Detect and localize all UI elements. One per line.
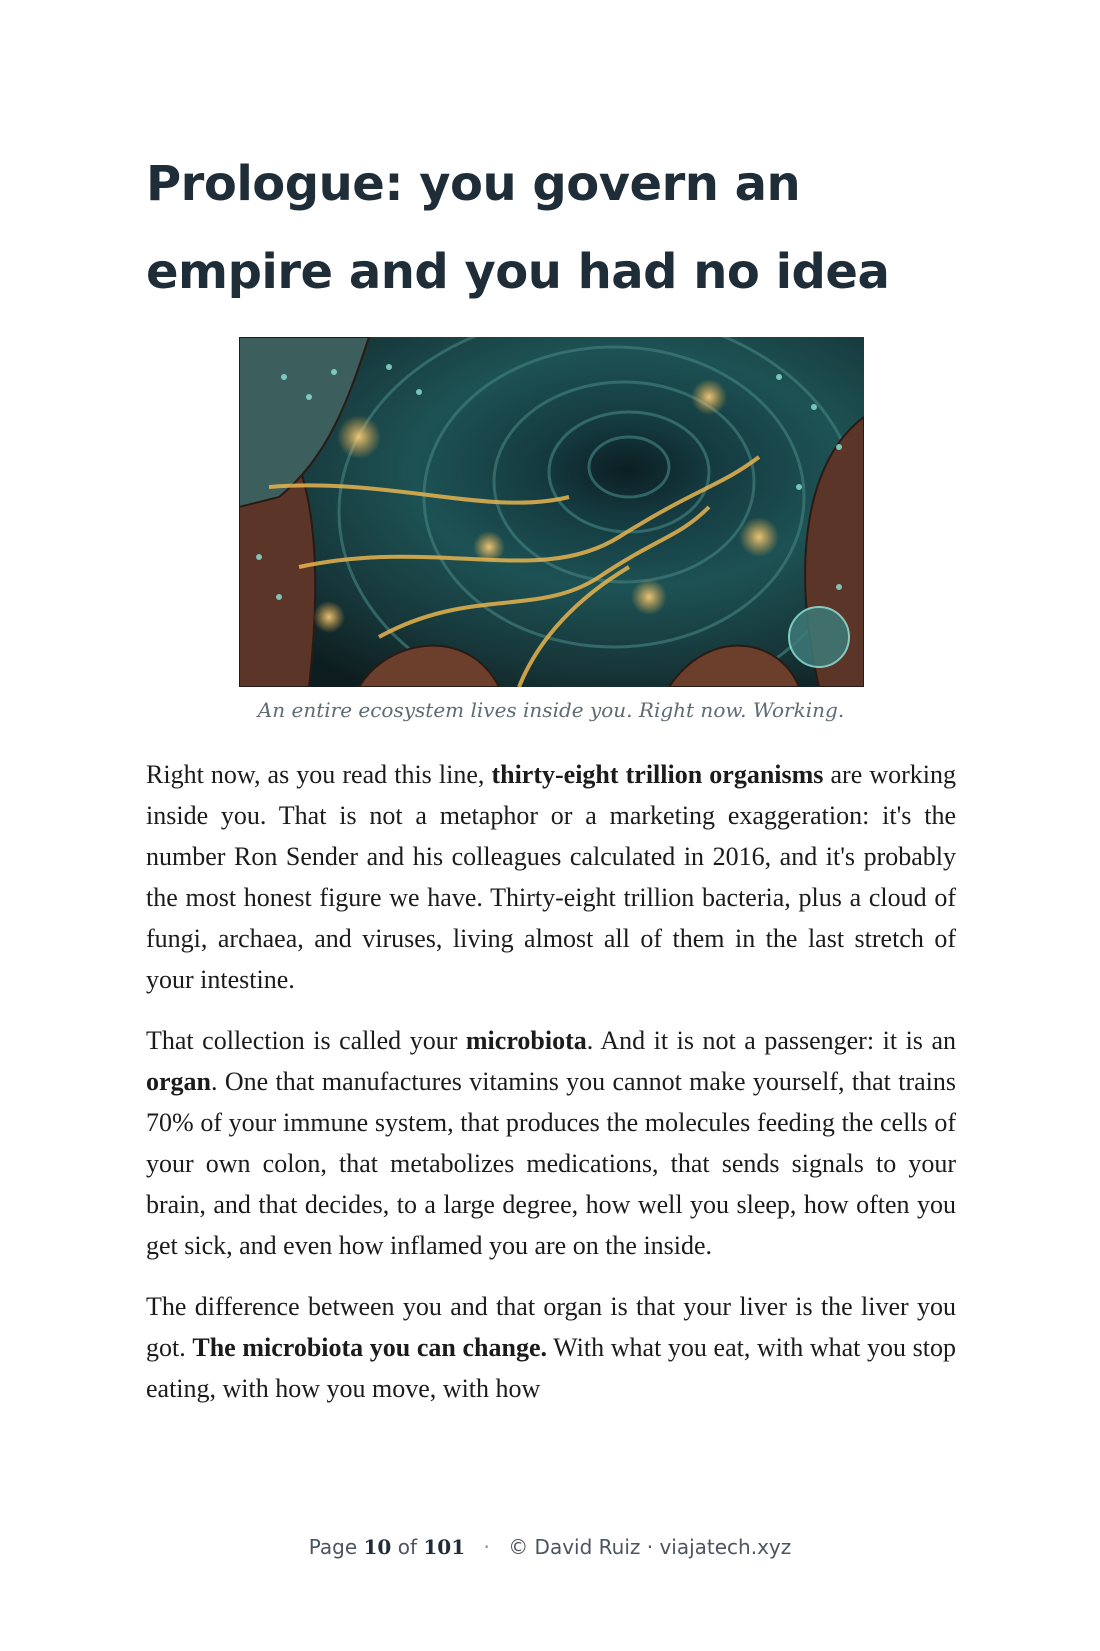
page-label: Page (308, 1535, 358, 1559)
emphasis-text: microbiota (465, 1026, 587, 1055)
figure-caption: An entire ecosystem lives inside you. Right now. Working. (257, 698, 845, 722)
microbiome-tunnel-illustration (239, 337, 864, 687)
copyright-text: © David Ruiz · viajatech.xyz (508, 1535, 792, 1559)
emphasis-text: thirty-eight trillion organisms (491, 760, 824, 789)
emphasis-text: organ (146, 1067, 211, 1096)
paragraph-text: The difference between you and that organ is that your liver is the liver you got. (146, 1292, 956, 1362)
paragraph (146, 1286, 956, 1409)
paragraph-text: Right now, as you read this line, (146, 760, 492, 789)
of-label: of (397, 1535, 417, 1559)
emphasis-text: The microbiota you can change. (192, 1333, 548, 1362)
illustration-image (239, 337, 864, 687)
paragraph-text: . One that manufactures vitamins you cannot make yourself, that trains 70% of your immune system, that produces the molecules feeding the cells of your own colon, that metabolizes medications, that sends signals to your brain, and that decides, to a large degree, how well you sleep, how often you get sick, and even how inflamed you are on the inside. (146, 1067, 956, 1260)
page-number: 10 (363, 1535, 392, 1559)
footer-separator: · (483, 1535, 490, 1559)
paragraph (146, 754, 956, 1000)
page-footer (0, 1535, 1100, 1559)
paragraph-text: With what you eat, with what you stop eating, with how you move, with how (146, 1333, 956, 1403)
paragraph-text: That collection is called your (146, 1026, 466, 1055)
total-pages: 101 (423, 1535, 466, 1559)
paragraph-text: are working inside you. That is not a metaphor or a marketing exaggeration: it's the number Ron Sender and his colleagues calculated in 2016, and it's probably the most honest figure we have. Thirty-eight trillion bacteria, plus a cloud of fungi, archaea, and viruses, living almost all of them in the last stretch of your intestine. (146, 760, 956, 994)
chapter-title: Prologue: you govern an empire and you had no idea (146, 156, 890, 300)
paragraph (146, 1020, 956, 1266)
paragraph-text: . And it is not a passenger: it is an (586, 1026, 956, 1055)
body-text (146, 754, 956, 1429)
